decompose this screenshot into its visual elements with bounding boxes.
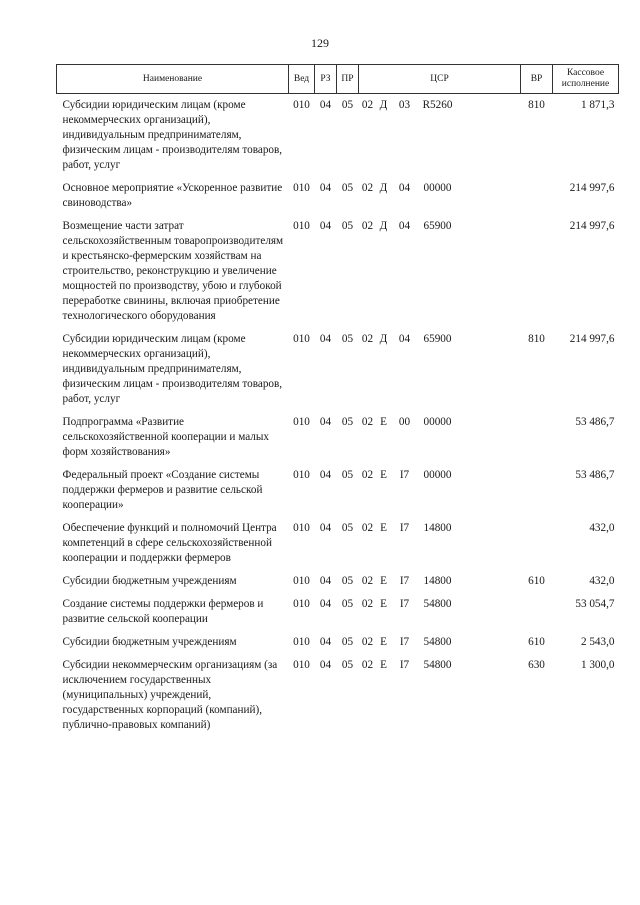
row-name: Субсидии юридическим лицам (кроме некоммерческих организаций), индивидуальным предпринимателям, физическим лицам - производителям товаров, работ, услуг: [62, 333, 283, 405]
header-name: Наименование: [57, 65, 289, 94]
row-vr: [521, 177, 553, 215]
row-csr-program: 02: [361, 659, 374, 671]
page-number: 129: [311, 36, 329, 50]
table-row: [57, 215, 619, 328]
row-name: Субсидии бюджетным учреждениям: [62, 575, 237, 587]
row-pr: 05: [341, 220, 354, 232]
row-ved: 010: [293, 575, 310, 587]
row-csr-direction: R5260: [422, 99, 453, 111]
row-name: Субсидии юридическим лицам (кроме некоммерческих организаций), индивидуальным предпринимателям, физическим лицам - производителям товаров, работ, услуг: [62, 99, 283, 171]
table-row: [57, 654, 619, 737]
row-name: Создание системы поддержки фермеров и развитие сельской кооперации: [62, 598, 264, 625]
row-rz: 04: [319, 182, 332, 194]
table-row: [57, 464, 619, 517]
row-csr-direction: 65900: [423, 333, 452, 345]
table-row: [57, 328, 619, 411]
table-header-row: [57, 65, 619, 94]
row-csr-direction: 00000: [423, 416, 452, 428]
row-vr: 610: [528, 575, 545, 587]
row-csr-event: I7: [399, 469, 410, 481]
row-rz: 04: [319, 99, 332, 111]
row-ved: 010: [293, 182, 310, 194]
row-amount: 53 054,7: [575, 598, 615, 610]
row-csr-subprogram: Е: [380, 575, 387, 587]
row-vr: 810: [528, 333, 545, 345]
row-csr-event: I7: [399, 636, 410, 648]
row-ved: 010: [293, 469, 310, 481]
row-csr-direction: 14800: [423, 575, 452, 587]
row-vr: 610: [528, 636, 545, 648]
row-csr-event: I7: [399, 659, 410, 671]
row-name: Субсидии бюджетным учреждениям: [62, 636, 237, 648]
row-ved: 010: [293, 416, 310, 428]
row-csr-program: 02: [361, 469, 374, 481]
row-pr: 05: [341, 469, 354, 481]
row-csr-direction: 54800: [423, 636, 452, 648]
row-ved: 010: [293, 99, 310, 111]
row-amount: 53 486,7: [575, 469, 615, 481]
row-csr-program: 02: [361, 182, 374, 194]
row-pr: 05: [341, 99, 354, 111]
row-pr: 05: [341, 659, 354, 671]
row-vr: 810: [528, 99, 545, 111]
table-row: [57, 411, 619, 464]
row-amount: 432,0: [589, 522, 615, 534]
table-row: [57, 570, 619, 593]
row-csr: [359, 328, 521, 411]
row-vr: [521, 593, 553, 631]
row-csr: [359, 654, 521, 737]
row-pr: 05: [341, 416, 354, 428]
row-csr-subprogram: Д: [379, 333, 388, 345]
row-pr: 05: [341, 522, 354, 534]
row-csr-event: 04: [398, 333, 411, 345]
row-csr-program: 02: [361, 575, 374, 587]
row-rz: 04: [319, 659, 332, 671]
row-name: Федеральный проект «Создание системы поддержки фермеров и развитие сельской кооперации»: [62, 469, 263, 511]
row-rz: 04: [319, 416, 332, 428]
row-csr-direction: 00000: [423, 469, 452, 481]
row-csr-program: 02: [361, 522, 374, 534]
row-ved: 010: [293, 220, 310, 232]
row-csr-subprogram: Д: [379, 182, 388, 194]
header-csr: ЦСР: [359, 65, 521, 94]
row-name: Возмещение части затрат сельскохозяйственным товаропроизводителям и крестьянско-фермерским хозяйствам на строительство, реконструкцию и увеличение мощностей по производству, убою и глубокой переработке свинины, включая приобретение технологического оборудования: [62, 220, 284, 322]
header-pr: ПР: [337, 65, 359, 94]
row-csr-direction: 00000: [423, 182, 452, 194]
table-row: [57, 517, 619, 570]
row-csr-program: 02: [361, 333, 374, 345]
row-vr: [521, 517, 553, 570]
row-csr-subprogram: Е: [380, 659, 387, 671]
row-csr: [359, 631, 521, 654]
row-csr-event: I7: [399, 522, 410, 534]
table-row: [57, 94, 619, 178]
row-name: Обеспечение функций и полномочий Центра компетенций в сфере сельскохозяйственной кооперации и поддержки фермеров: [62, 522, 277, 564]
row-csr-subprogram: Е: [380, 636, 387, 648]
row-name: Подпрограмма «Развитие сельскохозяйственной кооперации и малых форм хозяйствования»: [62, 416, 269, 458]
row-rz: 04: [319, 636, 332, 648]
row-pr: 05: [341, 182, 354, 194]
row-ved: 010: [293, 636, 310, 648]
row-amount: 53 486,7: [575, 416, 615, 428]
header-vr: ВР: [521, 65, 553, 94]
row-ved: 010: [293, 598, 310, 610]
table-row: [57, 177, 619, 215]
row-rz: 04: [319, 522, 332, 534]
header-rz: РЗ: [315, 65, 337, 94]
table-row: [57, 631, 619, 654]
row-csr-program: 02: [361, 598, 374, 610]
row-csr-direction: 65900: [423, 220, 452, 232]
row-ved: 010: [293, 522, 310, 534]
row-csr-subprogram: Е: [380, 469, 387, 481]
row-rz: 04: [319, 575, 332, 587]
row-csr-event: 04: [398, 182, 411, 194]
row-csr: [359, 215, 521, 328]
row-csr-subprogram: Е: [380, 522, 387, 534]
row-ved: 010: [293, 333, 310, 345]
row-vr: [521, 215, 553, 328]
row-csr-subprogram: Д: [379, 220, 388, 232]
row-rz: 04: [319, 333, 332, 345]
row-csr-program: 02: [361, 220, 374, 232]
row-csr-event: I7: [399, 598, 410, 610]
row-csr-subprogram: Е: [380, 598, 387, 610]
table-row: [57, 593, 619, 631]
row-rz: 04: [319, 220, 332, 232]
row-name: Субсидии некоммерческим организациям (за исключением государственных (муниципальных) учреждений, государственных корпораций (компаний), публично-правовых компаний): [62, 659, 278, 731]
row-csr: [359, 177, 521, 215]
row-pr: 05: [341, 333, 354, 345]
row-amount: 214 997,6: [569, 220, 615, 232]
row-csr: [359, 464, 521, 517]
row-ved: 010: [293, 659, 310, 671]
row-rz: 04: [319, 469, 332, 481]
row-amount: 2 543,0: [580, 636, 615, 648]
row-vr: [521, 464, 553, 517]
row-amount: 1 871,3: [580, 99, 615, 111]
row-rz: 04: [319, 598, 332, 610]
row-csr-program: 02: [361, 416, 374, 428]
row-csr-event: 04: [398, 220, 411, 232]
row-pr: 05: [341, 575, 354, 587]
row-csr: [359, 94, 521, 178]
row-amount: 432,0: [589, 575, 615, 587]
row-csr-event: I7: [399, 575, 410, 587]
row-csr-subprogram: Е: [380, 416, 387, 428]
row-csr-event: 03: [398, 99, 411, 111]
row-amount: 214 997,6: [569, 182, 615, 194]
row-pr: 05: [341, 598, 354, 610]
row-csr-event: 00: [398, 416, 411, 428]
row-csr-direction: 54800: [423, 659, 452, 671]
row-amount: 1 300,0: [580, 659, 615, 671]
header-ved: Вед: [289, 65, 315, 94]
row-csr: [359, 517, 521, 570]
budget-table: [56, 64, 619, 737]
row-csr-program: 02: [361, 99, 374, 111]
row-csr-program: 02: [361, 636, 374, 648]
row-vr: [521, 411, 553, 464]
header-exec: Кассовое исполнение: [553, 65, 619, 94]
row-amount: 214 997,6: [569, 333, 615, 345]
row-csr-direction: 54800: [423, 598, 452, 610]
row-csr: [359, 570, 521, 593]
table-body: [57, 94, 619, 738]
row-name: Основное мероприятие «Ускоренное развитие свиноводства»: [62, 182, 283, 209]
row-csr-direction: 14800: [423, 522, 452, 534]
row-pr: 05: [341, 636, 354, 648]
row-csr: [359, 593, 521, 631]
row-csr-subprogram: Д: [379, 99, 388, 111]
row-vr: 630: [528, 659, 545, 671]
row-csr: [359, 411, 521, 464]
